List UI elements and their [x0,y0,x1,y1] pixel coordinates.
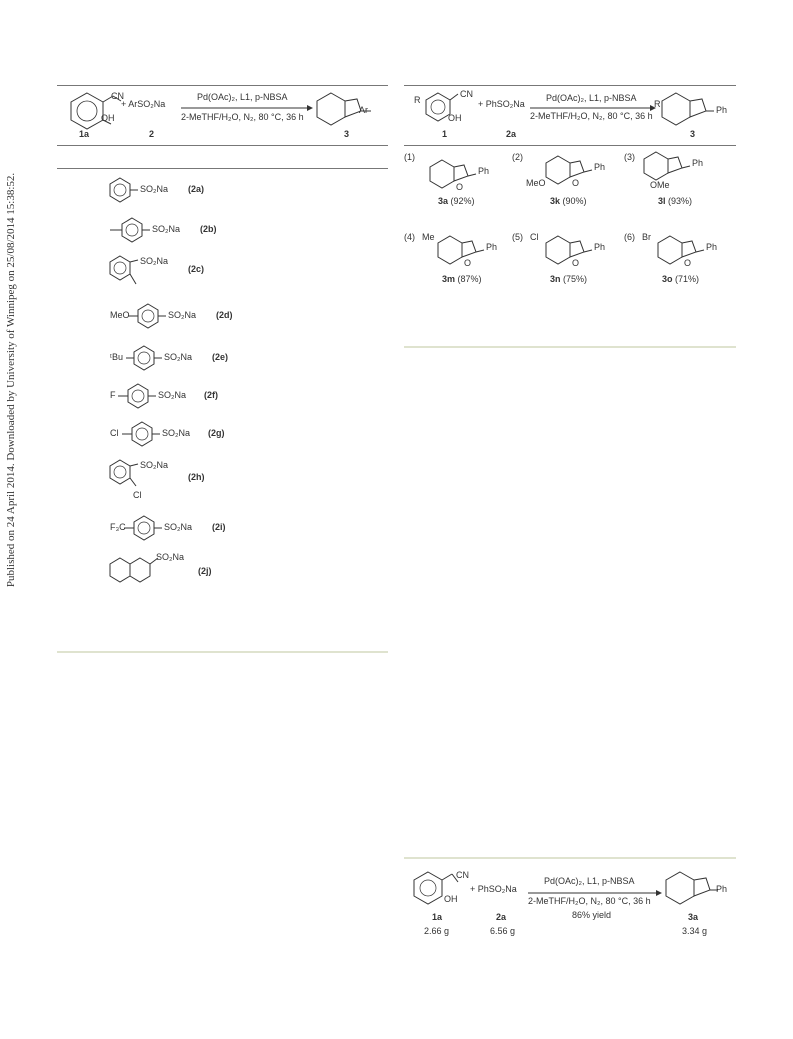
conditions-top: Pd(OAc)₂, L1, p-NBSA [544,876,635,886]
entry-number: (4) [404,232,415,242]
compound-label-3a: 3a [688,912,699,922]
product-yield: (75%) [563,274,588,284]
reagent-code: (2e) [212,352,229,362]
gram-scale-scheme [404,864,736,944]
reagent-suffix: SO₂Na [140,256,169,266]
product-3o [624,228,736,290]
compound-label-1: 1 [442,129,448,139]
oh-label: OH [444,894,458,904]
nitrile-label: CN [456,870,469,880]
substituent-label: OMe [650,180,670,190]
ph-label: Ph [594,162,606,172]
reagent-prefix: F [110,390,116,400]
substituent-label: Me [422,232,435,242]
product-yield: (93%) [668,196,693,206]
compound-label-1a: 1a [79,129,90,139]
reagent-suffix: SO₂Na [158,390,187,400]
compound-label-1a: 1a [432,912,443,922]
yield-text: 86% yield [572,910,612,920]
mass-1a: 2.66 g [424,926,450,936]
product-yield: (92%) [450,196,475,206]
compound-label-2a: 2a [496,912,507,922]
reagent-suffix: SO₂Na [164,352,193,362]
ph-label: Ph [716,105,728,115]
product-3l [624,148,736,210]
nitrile-label: CN [460,89,473,99]
substituent-label: Br [642,232,651,242]
benzene-ring-1 [422,89,462,129]
conditions-bottom: 2-MeTHF/H₂O, N₂, 80 °C, 36 h [181,112,304,122]
reagent-code: (2b) [200,224,217,234]
reagent-prefix: MeO [110,310,130,320]
product-name: 3n [550,274,561,284]
mass-2a: 6.56 g [490,926,516,936]
reagent-code: (2i) [212,522,226,532]
ph-label: Ph [478,166,490,176]
reagent-suffix: SO₂Na [140,460,169,470]
reagent-suffix: SO₂Na [168,310,197,320]
gram-scheme-top-rule [404,857,736,859]
o-label: O [684,258,692,268]
table-rule-2 [57,145,388,146]
reaction-arrow [181,105,313,111]
product-3m [404,228,514,290]
reagent-prefix: ᵗBu [110,352,123,362]
scheme-left [57,85,388,145]
reagent-code: (2f) [204,390,218,400]
benzofuran-product [662,91,722,131]
entry-number: (6) [624,232,635,242]
reagent-suffix: SO₂Na [140,184,169,194]
entry-number: (5) [512,232,523,242]
compound-label-2: 2 [149,129,155,139]
ph-label: Ph [716,884,728,894]
reagent-code: (2d) [216,310,233,320]
product-3a [404,148,514,210]
compound-label-3: 3 [344,129,350,139]
product-3k [512,148,622,210]
o-label: O [572,178,580,188]
reagent-code: (2a) [188,184,205,194]
reagent-code: (2h) [188,472,205,482]
product-name: 3k [550,196,561,206]
product-name: 3a [438,196,449,206]
o-label: O [464,258,472,268]
reagent-suffix: SO₂Na [156,552,185,562]
products-grid [404,148,736,288]
ph-label: Ph [706,242,718,252]
compound-label-3: 3 [690,129,696,139]
benzofuran-product [317,91,377,131]
sidebar-publication-note [4,120,18,640]
sidebar-text: Published on 24 April 2014. Downloaded by University of Winnipeg on 25/08/2014 15:38:52. [5,172,17,588]
entry-number: (3) [624,152,635,162]
plus-reagent: + ArSO₂Na [121,99,166,109]
product-3n [512,228,622,290]
r-label-product: R [654,99,661,109]
conditions-top: Pd(OAc)₂, L1, p-NBSA [546,93,637,103]
product-yield: (71%) [675,274,700,284]
product-yield: (90%) [562,196,587,206]
reagent-code: (2j) [198,566,212,576]
ar-label: Ar [359,105,368,115]
reagent-prefix: Cl [110,428,119,438]
substituent-label: MeO [526,178,546,188]
ph-label: Ph [486,242,498,252]
conditions-bottom: 2-MeTHF/H₂O, N₂, 80 °C, 36 h [530,111,653,121]
substituent-label: Cl [530,232,539,242]
plus-reagent: + PhSO₂Na [478,99,525,109]
table-rule-3 [57,168,388,169]
reagent-suffix: SO₂Na [152,224,181,234]
plus-reagent: + PhSO₂Na [470,884,517,894]
entry-number: (2) [512,152,523,162]
o-label: O [456,182,464,192]
r-label: R [414,95,421,105]
product-name: 3l [658,196,666,206]
left-column-end-rule [57,651,388,653]
product-name: 3m [442,274,456,284]
ph-label: Ph [594,242,606,252]
oh-label: OH [101,113,115,123]
product-yield: (87%) [457,274,482,284]
reagent-prefix: F₃C [110,522,126,532]
reagent-suffix: SO₂Na [162,428,191,438]
nitrile-label: CN [111,91,124,101]
ph-label: Ph [692,158,704,168]
entry-number: (1) [404,152,415,162]
compound-label-2a: 2a [506,129,517,139]
oh-label: OH [448,113,462,123]
reagent-substituent: Cl [133,490,142,500]
right-table-rule-2 [404,145,736,146]
mass-3a: 3.34 g [682,926,708,936]
reagent-code: (2g) [208,428,225,438]
scheme-right [404,85,736,145]
product-name: 3o [662,274,673,284]
reagent-list [100,172,360,592]
o-label: O [572,258,580,268]
reagent-suffix: SO₂Na [164,522,193,532]
reagent-code: (2c) [188,264,205,274]
conditions-bottom: 2-MeTHF/H₂O, N₂, 80 °C, 36 h [528,896,651,906]
conditions-top: Pd(OAc)₂, L1, p-NBSA [197,92,288,102]
benzene-ring-1a [67,91,107,131]
right-column-end-rule [404,346,736,348]
